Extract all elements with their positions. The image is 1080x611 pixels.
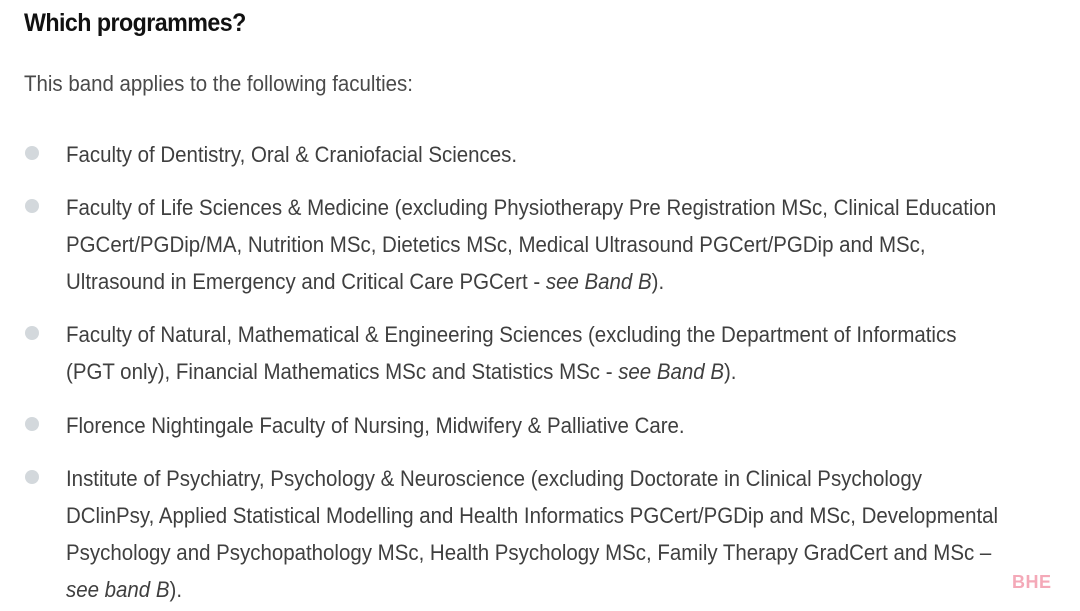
list-item-line (66, 263, 1052, 300)
bullet-icon (25, 199, 39, 213)
bullet-icon (25, 417, 39, 431)
list-item-line (66, 353, 1052, 390)
band-reference: see band B (66, 577, 170, 602)
bullet-icon (25, 326, 39, 340)
list-item-line: Florence Nightingale Faculty of Nursing, Midwifery & Palliative Care. (66, 413, 685, 438)
list-item-line (66, 571, 1052, 608)
band-reference: see Band B (545, 269, 652, 294)
list-item-text (66, 407, 1052, 444)
bullet-icon (25, 146, 39, 160)
list-item-text (66, 189, 1052, 300)
list-item-text (66, 136, 1052, 173)
list-item-line: Faculty of Dentistry, Oral & Craniofacial Sciences. (66, 142, 518, 167)
watermark-logo: BHE (1012, 572, 1052, 592)
list-item-line-text: (PGT only), Financial Mathematics MSc and Statistics MSc - (66, 359, 619, 384)
list-item-line: Faculty of Life Sciences & Medicine (excluding Physiotherapy Pre Registration MSc, Clinical Education (66, 195, 997, 220)
list-item-line: DClinPsy, Applied Statistical Modelling and Health Informatics PGCert/PGDip and MSc, Developmental (66, 503, 999, 528)
list-item-line: Institute of Psychiatry, Psychology & Neuroscience (excluding Doctorate in Clinical Psychology (66, 466, 922, 491)
list-item-text (66, 316, 1052, 390)
intro-text: This band applies to the following faculties: (24, 71, 413, 96)
list-item-tail: ). (651, 269, 665, 294)
list-item-tail: ). (169, 577, 183, 602)
list-item-line: PGCert/PGDip/MA, Nutrition MSc, Dietetics MSc, Medical Ultrasound PGCert/PGDip and MSc, (66, 232, 926, 257)
list-item-tail: ). (723, 359, 737, 384)
list-item-line: Psychology and Psychopathology MSc, Health Psychology MSc, Family Therapy GradCert and MSc – (66, 540, 992, 565)
list-item-line: Faculty of Natural, Mathematical & Engineering Sciences (excluding the Department of Informatics (66, 322, 957, 347)
list-item-line-text: Ultrasound in Emergency and Critical Care PGCert - (66, 269, 546, 294)
band-reference: see Band B (618, 359, 724, 384)
list-item-text (66, 460, 1052, 608)
section-heading: Which programmes? (24, 9, 246, 37)
bullet-icon (25, 470, 39, 484)
